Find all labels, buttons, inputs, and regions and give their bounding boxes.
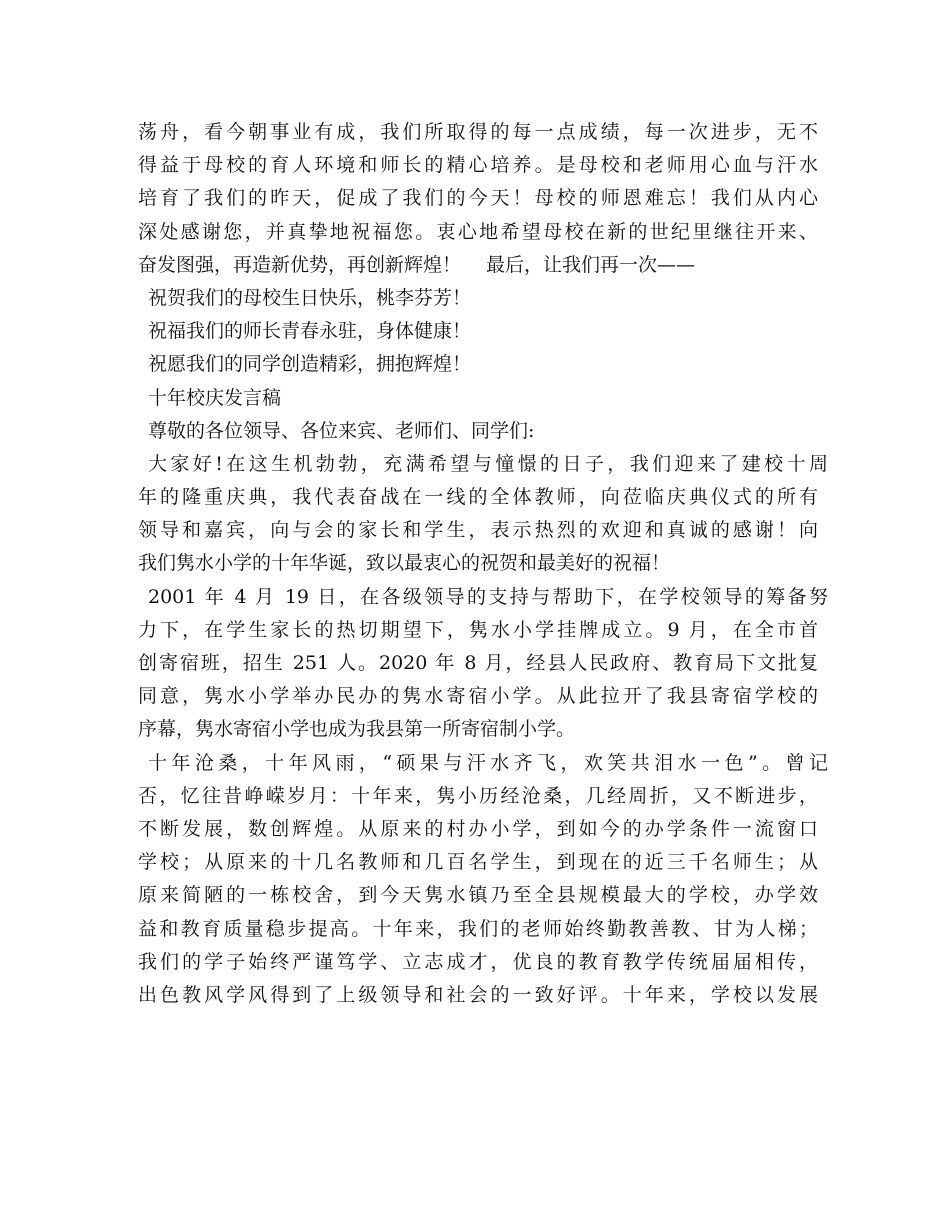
text-line: 序幕，隽水寄宿小学也成为我县第一所寄宿制小学。: [138, 718, 576, 741]
text-line: 出色教风学风得到了上级领导和社会的一致好评。十年来，学校以发展: [138, 983, 818, 1006]
text-line: 力下，在学生家长的热切期望下，隽水小学挂牌成立。9 月，在全市首: [138, 618, 818, 641]
document-body: [138, 116, 828, 1012]
text-line: 十年校庆发言稿: [148, 386, 282, 409]
text-line: 不断发展，数创辉煌。从原来的村办小学，到如今的办学条件一流窗口: [138, 817, 818, 840]
text-line: 祝贺我们的母校生日快乐，桃李芬芳！: [148, 286, 472, 309]
text-line: 2001 年 4 月 19 日，在各级领导的支持与帮助下，在学校领导的筹备努: [148, 585, 828, 608]
text-line: 年的隆重庆典，我代表奋战在一线的全体教师，向莅临庆典仪式的所有: [138, 486, 818, 509]
text-line: 我们的学子始终严谨笃学、立志成才，优良的教育教学传统届届相传，: [138, 950, 818, 973]
text-line: 十年沧桑，十年风雨，“硕果与汗水齐飞，欢笑共泪水一色”。曾记: [148, 751, 828, 774]
text-line: 学校；从原来的十几名教师和几百名学生，到现在的近三千名师生；从: [138, 851, 818, 874]
text-line: 得益于母校的育人环境和师长的精心培养。是母校和老师用心血与汗水: [138, 154, 818, 177]
text-line: 领导和嘉宾，向与会的家长和学生，表示热烈的欢迎和真诚的感谢！向: [138, 519, 818, 542]
text-line: 祝福我们的师长青春永驻，身体健康！: [148, 320, 472, 343]
text-line: 我们隽水小学的十年华诞，致以最衷心的祝贺和最美好的祝福！: [138, 552, 671, 575]
text-line: 祝愿我们的同学创造精彩，拥抱辉煌！: [148, 353, 472, 376]
text-line: 同意，隽水小学举办民办的隽水寄宿小学。从此拉开了我县寄宿学校的: [138, 685, 818, 708]
text-line: 大家好!在这生机勃勃，充满希望与憧憬的日子，我们迎来了建校十周: [148, 452, 828, 475]
text-line: 否，忆往昔峥嵘岁月：十年来，隽小历经沧桑，几经周折，又不断进步，: [138, 784, 818, 807]
text-line: 尊敬的各位领导、各位来宾、老师们、同学们:: [148, 419, 535, 442]
text-line: 原来简陋的一栋校舍，到今天隽水镇乃至全县规模最大的学校，办学效: [138, 884, 818, 907]
text-line: 益和教育质量稳步提高。十年来，我们的老师始终勤教善教、甘为人梯；: [138, 917, 818, 940]
text-line: 培育了我们的昨天，促成了我们的今天！母校的师恩难忘！我们从内心: [138, 187, 818, 210]
text-line: 深处感谢您，并真挚地祝福您。衷心地希望母校在新的世纪里继往开来、: [138, 220, 818, 243]
text-line: 创寄宿班，招生 251 人。2020 年 8 月，经县人民政府、教育局下文批复: [138, 652, 818, 674]
text-line: 奋发图强，再造新优势，再创新辉煌！ 最后，让我们再一次——: [138, 253, 696, 276]
text-line: 荡舟，看今朝事业有成，我们所取得的每一点成绩，每一次进步，无不: [138, 121, 818, 143]
